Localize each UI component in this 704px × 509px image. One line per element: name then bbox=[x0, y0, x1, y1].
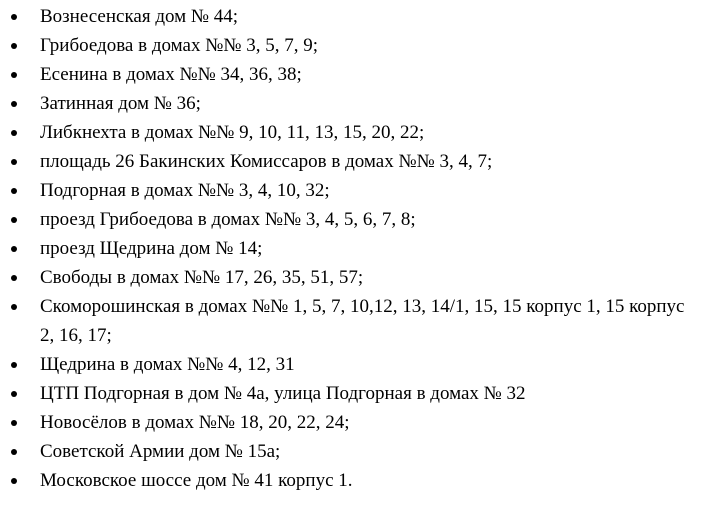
list-item-text: Скоморошинская в домах №№ 1, 5, 7, 10,12, 13, 14/1, 15, 15 корпус 1, 15 корпус 2, 16, 17; bbox=[40, 296, 685, 346]
bullet-icon bbox=[11, 420, 17, 426]
bullet-icon bbox=[11, 304, 17, 310]
list-item-text: Подгорная в домах №№ 3, 4, 10, 32; bbox=[40, 180, 330, 201]
list-item-text: Грибоедова в домах №№ 3, 5, 7, 9; bbox=[40, 35, 318, 56]
bullet-icon bbox=[11, 43, 17, 49]
list-item bbox=[0, 234, 704, 263]
list-item-text: Московское шоссе дом № 41 корпус 1. bbox=[40, 470, 353, 491]
list-item bbox=[0, 147, 704, 176]
bullet-icon bbox=[11, 391, 17, 397]
list-item bbox=[0, 379, 704, 408]
list-item-text: проезд Грибоедова в домах №№ 3, 4, 5, 6, 7, 8; bbox=[40, 209, 416, 230]
list-item-text: Новосёлов в домах №№ 18, 20, 22, 24; bbox=[40, 412, 350, 433]
list-item-text: проезд Щедрина дом № 14; bbox=[40, 238, 263, 259]
list-item-text: Либкнехта в домах №№ 9, 10, 11, 13, 15, 20, 22; bbox=[40, 122, 425, 143]
bullet-icon bbox=[11, 14, 17, 20]
list-item bbox=[0, 2, 704, 31]
list-item-text: Затинная дом № 36; bbox=[40, 93, 201, 114]
bullet-icon bbox=[11, 478, 17, 484]
list-item bbox=[0, 205, 704, 234]
list-item bbox=[0, 437, 704, 466]
list-item-text: Советской Армии дом № 15а; bbox=[40, 441, 281, 462]
list-item bbox=[0, 31, 704, 60]
bullet-icon bbox=[11, 72, 17, 78]
list-item-text: Вознесенская дом № 44; bbox=[40, 6, 239, 27]
bullet-icon bbox=[11, 362, 17, 368]
list-item bbox=[0, 176, 704, 205]
list-item bbox=[0, 89, 704, 118]
bullet-icon bbox=[11, 449, 17, 455]
list-item bbox=[0, 60, 704, 89]
list-item bbox=[0, 408, 704, 437]
list-item-text: Есенина в домах №№ 34, 36, 38; bbox=[40, 64, 302, 85]
bullet-icon bbox=[11, 130, 17, 136]
list-item bbox=[0, 350, 704, 379]
list-item bbox=[0, 292, 704, 350]
list-item-text: Свободы в домах №№ 17, 26, 35, 51, 57; bbox=[40, 267, 364, 288]
bullet-icon bbox=[11, 159, 17, 165]
bullet-icon bbox=[11, 246, 17, 252]
list-item bbox=[0, 263, 704, 292]
list-item-text: Щедрина в домах №№ 4, 12, 31 bbox=[40, 354, 295, 375]
bullet-icon bbox=[11, 188, 17, 194]
bullet-icon bbox=[11, 217, 17, 223]
list-item-text: ЦТП Подгорная в дом № 4а, улица Подгорная в домах № 32 bbox=[40, 383, 526, 404]
list-item bbox=[0, 466, 704, 495]
address-list bbox=[0, 2, 704, 495]
bullet-icon bbox=[11, 275, 17, 281]
list-item bbox=[0, 118, 704, 147]
bullet-icon bbox=[11, 101, 17, 107]
list-item-text: площадь 26 Бакинских Комиссаров в домах №№ 3, 4, 7; bbox=[40, 151, 493, 172]
